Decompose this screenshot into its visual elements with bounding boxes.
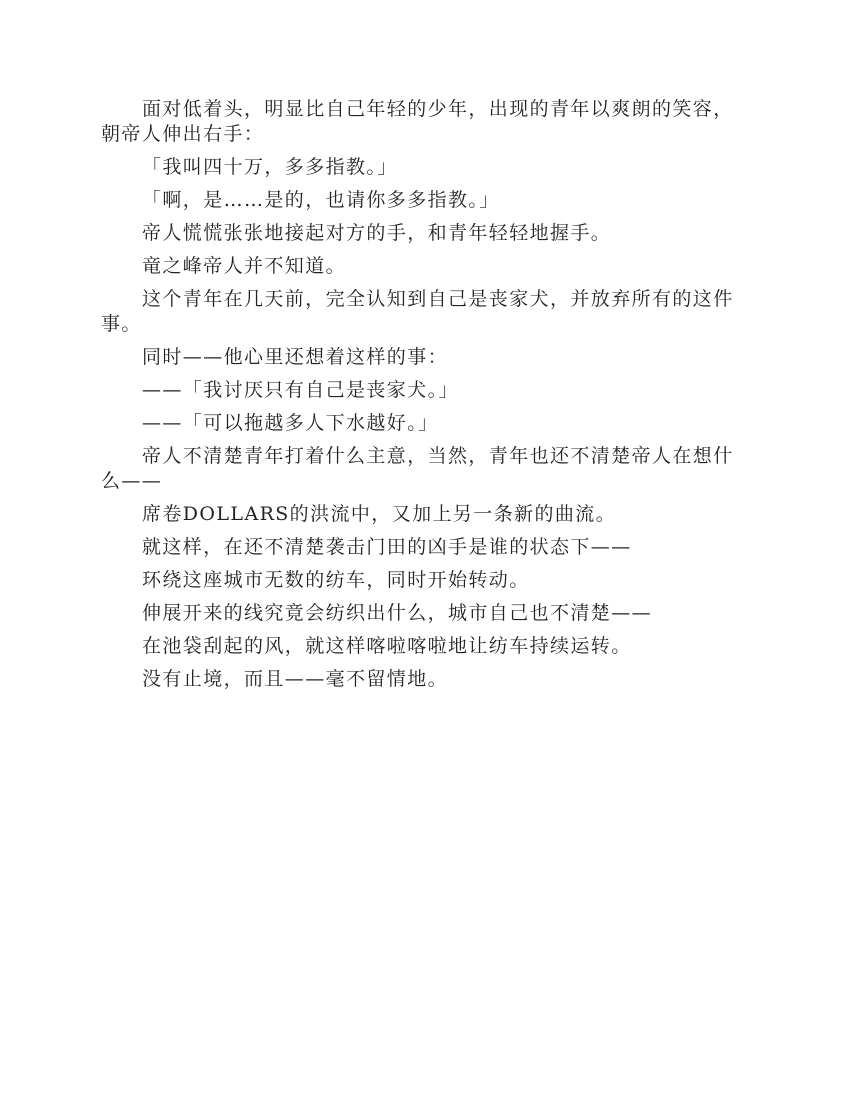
paragraph: 伸展开来的线究竟会纺织出什么，城市自己也不清楚——: [142, 602, 653, 624]
paragraph: 环绕这座城市无数的纺车，同时开始转动。: [142, 569, 530, 591]
paragraph: 面对低着头，明显比自己年轻的少年，出现的青年以爽朗的笑容，朝帝人伸出右手：: [101, 98, 734, 145]
paragraph: 同时——他心里还想着这样的事：: [142, 346, 449, 368]
paragraph: 帝人慌慌张张地接起对方的手，和青年轻轻地握手。: [142, 222, 612, 244]
paragraph: 「我叫四十万，多多指教。」: [142, 156, 398, 178]
paragraph: 在池袋刮起的风，就这样喀啦喀啦地让纺车持续运转。: [142, 635, 632, 657]
paragraph: 竜之峰帝人并不知道。: [142, 255, 347, 277]
body-text: [101, 97, 749, 700]
paragraph: 「啊，是……是的，也请你多多指教。」: [142, 189, 500, 211]
paragraph: ——「可以拖越多人下水越好。」: [142, 412, 439, 434]
paragraph: 这个青年在几天前，完全认知到自己是丧家犬，并放弃所有的这件事。: [101, 288, 734, 335]
paragraph: 帝人不清楚青年打着什么主意，当然，青年也还不清楚帝人在想什么——: [101, 445, 734, 492]
paragraph: ——「我讨厌只有自己是丧家犬。」: [142, 379, 459, 401]
paragraph: 就这样，在还不清楚袭击门田的凶手是谁的状态下——: [142, 536, 632, 558]
paragraph: 没有止境，而且——毫不留情地。: [142, 668, 449, 690]
paragraph: 席卷DOLLARS的洪流中，又加上另一条新的曲流。: [142, 503, 617, 525]
